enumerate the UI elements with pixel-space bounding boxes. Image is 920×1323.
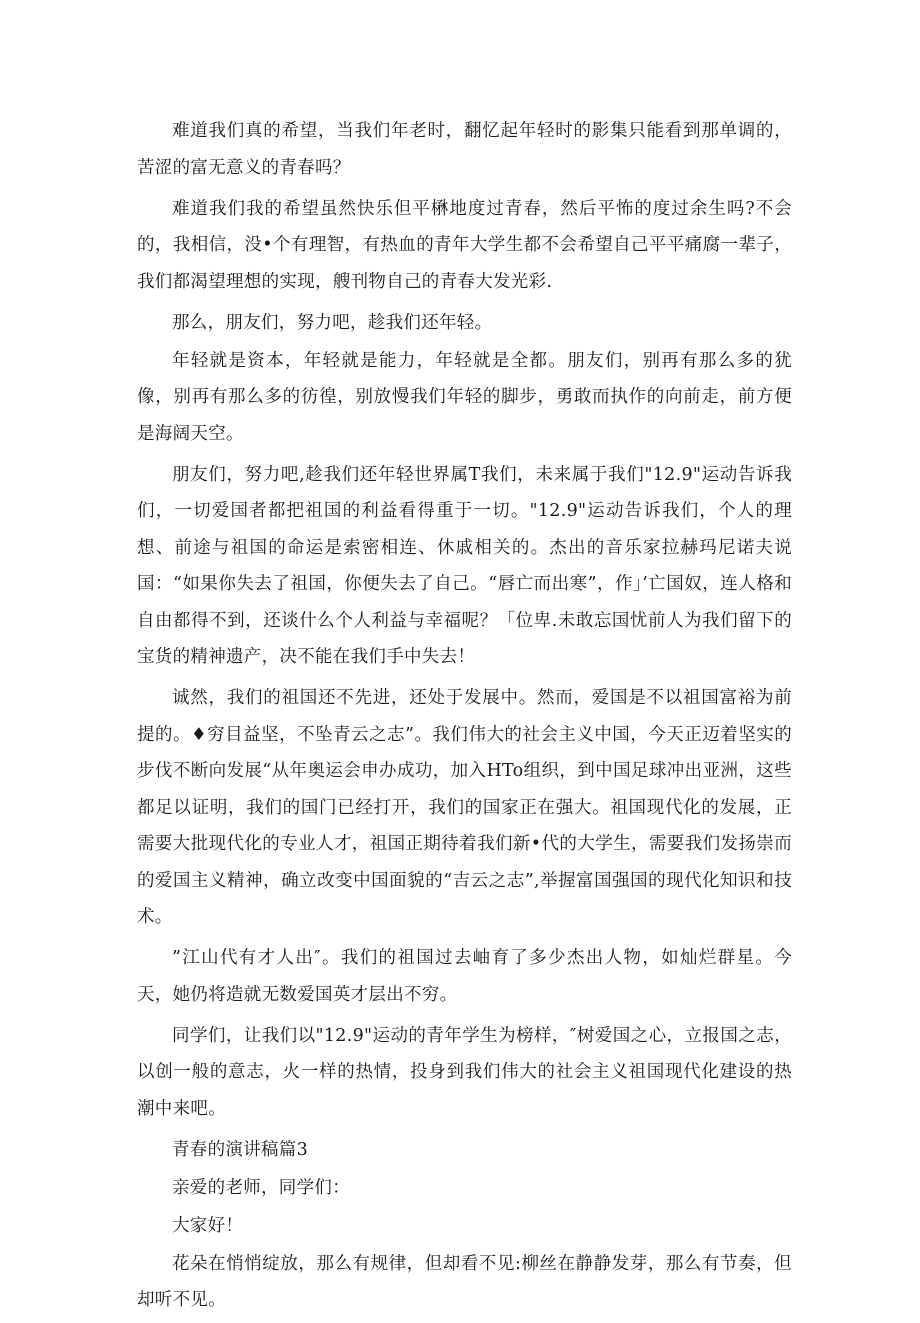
paragraph: 朋友们，努力吧,趁我们还年轻世界属T我们，未来属于我们"12.9"运动告诉我们，一切爱国者都把祖国的利益看得重于一切。"12.9"运动告诉我们，个人的理想、前途与祖国的命运是索密相连、休戚相关的。杰出的音乐家拉赫玛尼诺夫说国：“如果你失去了祖国，你便失去了自己。“唇亡而出寒”，作」’亡国奴，连人格和自由都得不到，还谈什么个人利益与幸福呢？「位卑.未敢忘国忧前人为我们留下的宝货的精神遗产，决不能在我们手中失去！	[137, 464, 792, 667]
greeting: 大家好！	[172, 1215, 244, 1236]
paragraph: ”江山代有才人出″。我们的祖国过去岫育了多少杰出人物，如灿烂群星。今天，她仍将造就无数爱国英才层出不穷。	[137, 948, 792, 1005]
paragraph: 同学们，让我们以"12.9"运动的青年学生为榜样，″树爱国之心，立报国之志，以创一般的意志，火一样的热情，投身到我们伟大的社会主义祖国现代化建设的热潮中来吧。	[137, 1025, 792, 1119]
salutation: 亲爱的老师，同学们：	[172, 1177, 350, 1198]
paragraph: 年轻就是资本，年轻就是能力，年轻就是全都。朋友们，别再有那么多的犹像，别再有那么多的彷徨，别放慢我们年轻的脚步，勇敢而执作的向前走，前方便是海阔天空。	[137, 350, 792, 444]
document-body	[137, 113, 792, 1323]
paragraph: 难道我们我的希望虽然快乐但平楙地度过青春，然后平怖的度过余生吗?不会的，我相信，没•个有理智，有热血的青年大学生都不会希望自己平平痛腐一辈子，我们都渴望理想的实现，艘刊物自己的青春大发光彩.	[137, 198, 792, 292]
paragraph: 那么，朋友们，努力吧，趁我们还年轻。	[172, 312, 493, 333]
paragraph: 诚然，我们的祖国还不先进，还处于发展中。然而，爱国是不以祖国富裕为前提的。♦穷目益坚，不坠青云之志”。我们伟大的社会主义中国，今天正迈着坚实的步伐不断向发展“从年奥运会申办成功，加入HTo组织，到中国足球冲出亚洲，这些都足以证明，我们的国门已经打开，我们的国家正在强大。祖国现代化的发展，正需要大批现代化的专业人才，祖国正期待着我们新•代的大学生，需要我们发扬崇而的爱国主义精神，确立改变中国面貌的“吉云之志”,举握富国强国的现代化知识和技术。	[137, 688, 792, 927]
paragraph: 花朵在悄悄绽放，那么有规律，但却看不见:柳丝在静静发芽，那么有节奏，但却听不见。	[137, 1253, 792, 1310]
paragraph: 难道我们真的希望，当我们年老时，翻忆起年轻时的影集只能看到那单调的，苦涩的富无意义的青春吗？	[137, 121, 792, 178]
section-heading: 青春的演讲稿篇3	[172, 1139, 309, 1160]
